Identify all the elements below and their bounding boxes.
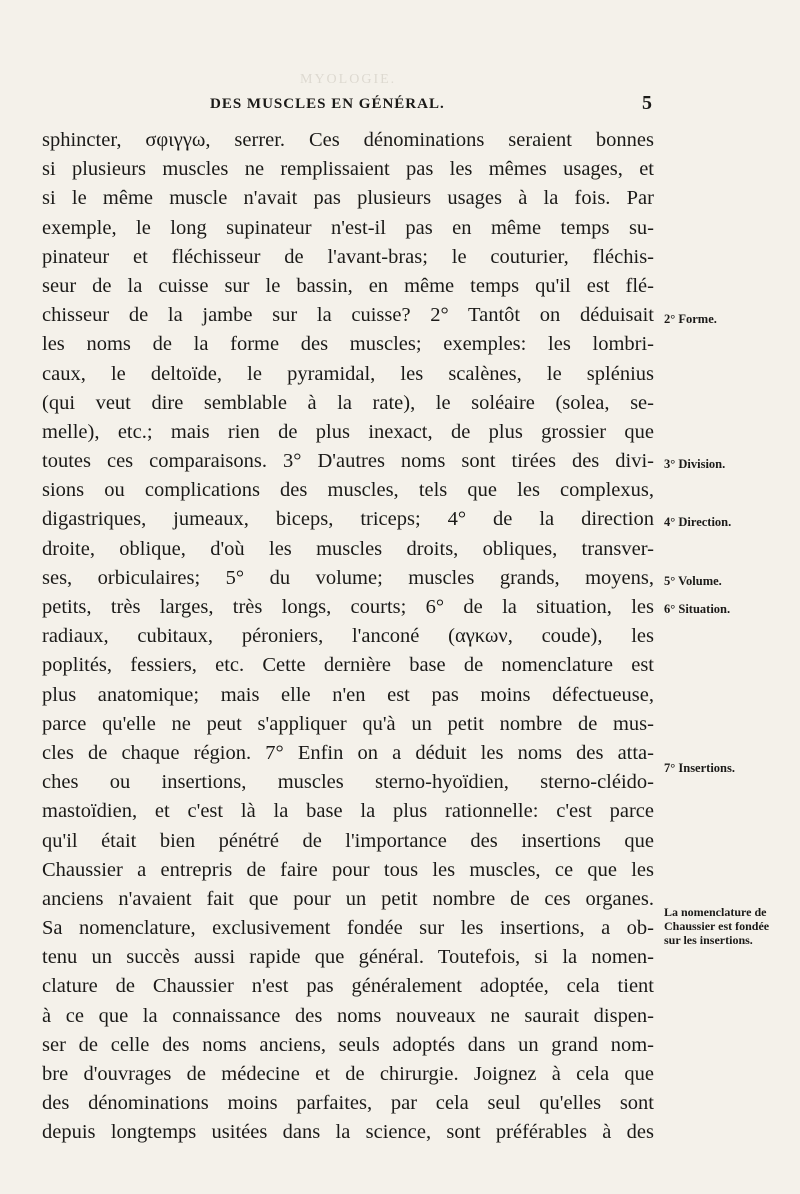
margin-note-division: 3° Division. — [664, 457, 726, 471]
text-line: melle), etc.; mais rien de plus inexact, de plus grossier que — [42, 420, 654, 443]
text-line: toutes ces comparaisons. 3° D'autres noms sont tirées des divi- — [42, 450, 654, 473]
text-line: mastoïdien, et c'est là la base la plus rationnelle: c'est parce — [42, 800, 654, 823]
running-header — [40, 92, 652, 118]
margin-notes — [664, 0, 794, 1194]
margin-note-chaussier: La nomenclature de Chaussier est fondée sur les insertions. — [664, 905, 770, 947]
text-line: ches ou insertions, muscles sterno-hyoïdien, sterno-cléido- — [42, 771, 654, 794]
text-line: exemple, le long supinateur n'est-il pas en même temps su- — [42, 216, 654, 239]
text-line: (qui veut dire semblable à la rate), le soléaire (solea, se- — [42, 391, 654, 414]
text-line: pinateur et fléchisseur de l'avant-bras; le couturier, fléchis- — [42, 245, 654, 268]
show-through-header: MYOLOGIE. — [300, 72, 397, 87]
text-line: sphincter, σφιγγω, serrer. Ces dénominations seraient bonnes — [42, 129, 654, 151]
text-line: si le même muscle n'avait pas plusieurs usages à la fois. Par — [42, 187, 654, 210]
text-line: droite, oblique, d'où les muscles droits, obliques, transver- — [42, 537, 654, 560]
running-title: DES MUSCLES EN GÉNÉRAL. — [210, 96, 445, 112]
text-line: qu'il était bien pénétré de l'importance des insertions que — [42, 829, 654, 852]
text-line: si plusieurs muscles ne remplissaient pas les mêmes usages, et — [42, 158, 654, 181]
margin-note-forme: 2° Forme. — [664, 312, 717, 326]
text-line: poplités, fessiers, etc. Cette dernière base de nomenclature est — [42, 654, 654, 677]
text-line: plus anatomique; mais elle n'en est pas moins défectueuse, — [42, 683, 654, 706]
text-line: ses, orbiculaires; 5° du volume; muscles grands, moyens, — [42, 566, 654, 589]
text-line: bre d'ouvrages de médecine et de chirurgie. Joignez à cela que — [42, 1063, 654, 1085]
text-line: les noms de la forme des muscles; exemples: les lombri- — [42, 333, 654, 356]
text-line: ser de celle des noms anciens, seuls adoptés dans un grand nom- — [42, 1033, 654, 1056]
text-line: à ce que la connaissance des noms nouveaux ne saurait dispen- — [42, 1004, 654, 1027]
margin-note-insertions: 7° Insertions. — [664, 761, 735, 775]
body-text — [42, 126, 654, 1148]
text-line: clature de Chaussier n'est pas généralement adoptée, cela tient — [42, 975, 654, 998]
text-line: sions ou complications des muscles, tels que les complexus, — [42, 479, 654, 502]
text-line: Chaussier a entrepris de faire pour tous les muscles, ce que les — [42, 858, 654, 881]
margin-note-volume: 5° Volume. — [664, 574, 722, 588]
text-line: digastriques, jumeaux, biceps, triceps; 4° de la direction — [42, 508, 654, 531]
text-line: des dénominations moins parfaites, par cela seul qu'elles sont — [42, 1092, 654, 1115]
text-line: tenu un succès aussi rapide que général. Toutefois, si la nomen- — [42, 946, 654, 969]
text-line: anciens n'avaient fait que pour un petit nombre de ces organes. — [42, 887, 654, 910]
margin-note-direction: 4° Direction. — [664, 515, 732, 529]
text-line: depuis longtemps usitées dans la science, sont préférables à des — [42, 1121, 654, 1144]
text-line: parce qu'elle ne peut s'appliquer qu'à un petit nombre de mus- — [42, 712, 654, 735]
text-line: seur de la cuisse sur le bassin, en même temps qu'il est flé- — [42, 274, 654, 297]
text-line: cles de chaque région. 7° Enfin on a déduit les noms des atta- — [42, 741, 654, 764]
text-line: radiaux, cubitaux, péroniers, l'anconé (αγκων, coude), les — [42, 625, 654, 648]
text-line: caux, le deltoïde, le pyramidal, les scalènes, le splénius — [42, 362, 654, 385]
margin-note-situation: 6° Situation. — [664, 602, 731, 616]
text-line: chisseur de la jambe sur la cuisse? 2° Tantôt on déduisait — [42, 304, 654, 327]
text-line: Sa nomenclature, exclusivement fondée sur les insertions, a ob- — [42, 917, 654, 940]
text-line: petits, très larges, très longs, courts; 6° de la situation, les — [42, 596, 654, 618]
page-number: 5 — [642, 92, 652, 114]
